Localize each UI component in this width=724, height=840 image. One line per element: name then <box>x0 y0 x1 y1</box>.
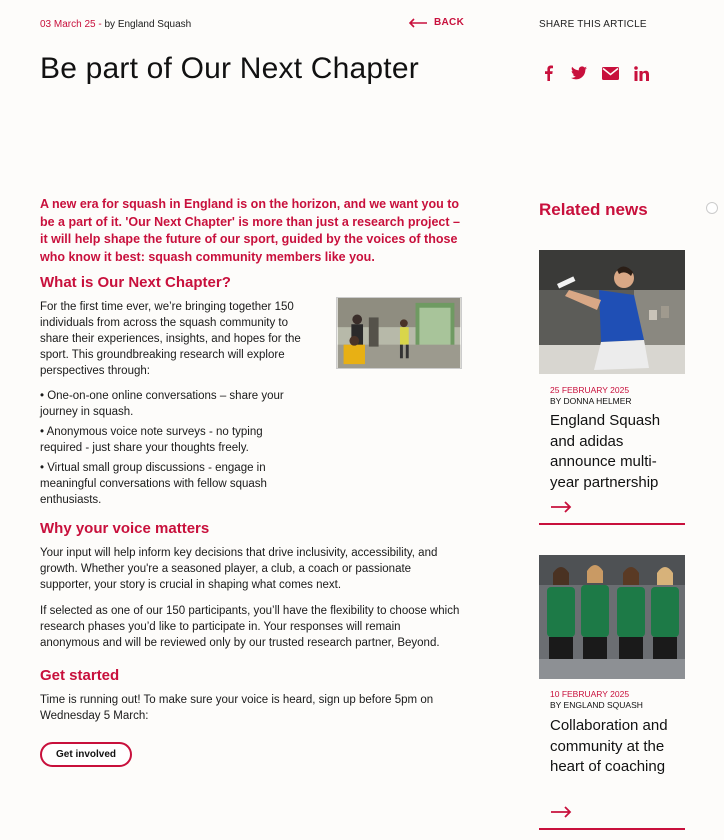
section-paragraph: Your input will help inform key decisions that drive inclusivity, accessibility, and growth. Whether you're a seasoned player, a club, a coach or passionate supporter, your story is crucial in shaping what comes next. <box>40 547 438 591</box>
section-get-started <box>40 667 462 767</box>
article-author: by England Squash <box>104 19 192 30</box>
section-paragraph: Time is running out! To make sure your voice is heard, sign up before 5pm on Wednesday 5 March: <box>40 694 434 722</box>
related-author: BY DONNA HELMER <box>550 396 632 406</box>
arrow-left-icon <box>408 18 428 28</box>
list-item: • One-on-one online conversations – share your journey in squash. <box>40 390 284 418</box>
section-paragraph: If selected as one of our 150 participants, you’ll have the flexibility to choose which research phases you’d like to participate in. Your responses will remain anonymous and will be reviewed only by our trusted research partner, Beyond. <box>40 605 460 649</box>
article-date: 03 March 25 <box>40 19 96 30</box>
related-image <box>539 555 685 679</box>
card-divider <box>539 523 685 525</box>
related-author: BY ENGLAND SQUASH <box>550 700 643 710</box>
article-photo <box>336 297 462 369</box>
card-divider <box>539 828 685 830</box>
related-news <box>539 200 685 775</box>
bullet-list <box>40 388 462 508</box>
page-title: Be part of Our Next Chapter <box>40 52 419 85</box>
section-why <box>40 520 462 651</box>
arrow-right-icon[interactable] <box>550 806 572 818</box>
section-heading: Get started <box>40 667 120 684</box>
arrow-right-icon[interactable] <box>550 501 572 513</box>
related-title: England Squash and adidas announce multi-year partnership <box>550 412 661 491</box>
back-label: BACK <box>434 17 465 28</box>
twitter-icon[interactable] <box>570 64 588 82</box>
related-card[interactable] <box>539 555 685 775</box>
linkedin-icon[interactable] <box>632 64 650 82</box>
share-label: SHARE THIS ARTICLE <box>539 19 647 30</box>
scroll-indicator[interactable] <box>706 202 718 214</box>
section-heading: What is Our Next Chapter? <box>40 274 231 291</box>
email-icon[interactable] <box>601 64 619 82</box>
related-date: 10 FEBRUARY 2025 <box>550 689 630 699</box>
meta-separator: - <box>95 19 105 30</box>
article-intro: A new era for squash in England is on the horizon, and we want you to be a part of it. 'Our Next Chapter' is more than just a research project – it will help shape the future of our sport, guided by the voices of those who know it best: squash community members like you. <box>40 197 460 264</box>
list-item: • Virtual small group discussions - engage in meaningful conversations with fellow squash enthusiasts. <box>40 462 267 506</box>
related-heading: Related news <box>539 200 648 219</box>
back-link[interactable] <box>408 17 464 28</box>
article-meta <box>40 19 191 30</box>
article-body <box>40 196 462 767</box>
facebook-icon[interactable] <box>539 64 557 82</box>
section-paragraph: For the first time ever, we’re bringing together 150 individuals from across the squash community to share their experiences, insights, and hopes for the sport. This groundbreaking research will explore perspectives through: <box>40 301 301 377</box>
get-involved-button[interactable]: Get involved <box>40 742 132 767</box>
section-heading: Why your voice matters <box>40 520 210 537</box>
related-title: Collaboration and community at the heart of coaching <box>550 717 668 775</box>
related-card[interactable] <box>539 250 685 491</box>
related-image <box>539 250 685 374</box>
related-date: 25 FEBRUARY 2025 <box>550 385 630 395</box>
list-item: • Anonymous voice note surveys - no typing required - just share your thoughts freely. <box>40 426 263 454</box>
share-icons <box>539 64 650 82</box>
